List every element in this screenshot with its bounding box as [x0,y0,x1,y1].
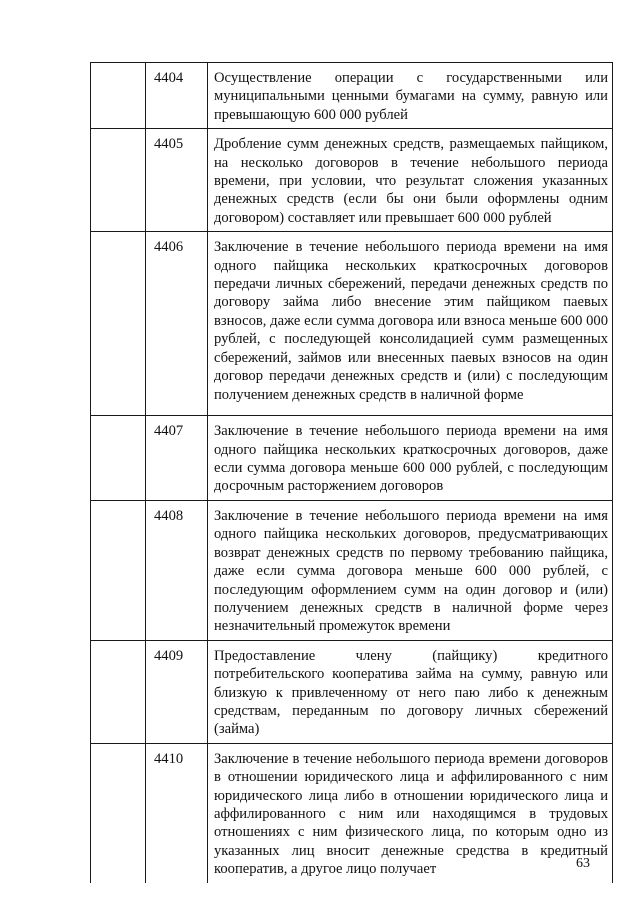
table-row [91,232,613,416]
blank-cell [91,416,146,501]
table-row [91,129,613,232]
operation-code: 4407 [146,416,208,501]
blank-cell [91,500,146,640]
blank-cell [91,232,146,416]
blank-cell [91,640,146,743]
operations-code-table [90,62,613,883]
table-row [91,500,613,640]
operation-code: 4406 [146,232,208,416]
operation-code: 4410 [146,743,208,882]
table-row [91,63,613,129]
operation-code: 4408 [146,500,208,640]
blank-cell [91,129,146,232]
operation-description: Заключение в течение небольшого периода времени на имя одного пайщика нескольких краткосрочных договоров, даже если сумма договора меньше 600 000 рублей, с последующим досрочным расторжением договоров [208,416,613,501]
operation-description: Предоставление члену (пайщику) кредитного потребительского кооператива займа на сумму, равную или близкую к привлеченному от него паю либо к денежным средствам, переданным по договору личных сбережений (займа) [208,640,613,743]
operation-description: Дробление сумм денежных средств, размещаемых пайщиком, на несколько договоров в течение небольшого периода времени, при условии, что результат сложения указанных денежных средств (если бы они были оформлены одним договором) составляет или превышает 600 000 рублей [208,129,613,232]
operation-description: Осуществление операции с государственными или муниципальными ценными бумагами на сумму, равную или превышающую 600 000 рублей [208,63,613,129]
table-row [91,640,613,743]
operation-description: Заключение в течение небольшого периода времени на имя одного пайщика нескольких краткосрочных договоров передачи личных сбережений, передачи денежных средств по договору займа либо внесение этим пайщиком паевых взносов, даже если сумма договора или взноса меньше 600 000 рублей, с последующей консолидацией сумм размещенных сбережений, займов или внесенных паевых взносов на один договор передачи денежных средств и (или) с последующим получением денежных средств в наличной форме [208,232,613,416]
page-number: 63 [576,856,590,871]
operation-description: Заключение в течение небольшого периода времени договоров в отношении юридического лица и аффилированного с ним юридического лица либо в отношении юридического лица и аффилированного с ним или находящимся в трудовых отношениях с ним физического лица, по которым одно из указанных лиц вносит денежные средства в кредитный кооператив, а другое лицо получает [208,743,613,882]
blank-cell [91,63,146,129]
operation-code: 4404 [146,63,208,129]
operation-code: 4409 [146,640,208,743]
table-row [91,416,613,501]
table-row [91,743,613,882]
operation-code: 4405 [146,129,208,232]
operation-description: Заключение в течение небольшого периода времени на имя одного пайщика нескольких договоров, предусматривающих возврат денежных средств по первому требованию пайщика, даже если сумма договора меньше 600 000 рублей, с последующим оформлением сумм на один договор и (или) получением денежных средств в наличной форме через незначительный промежуток времени [208,500,613,640]
blank-cell [91,743,146,882]
